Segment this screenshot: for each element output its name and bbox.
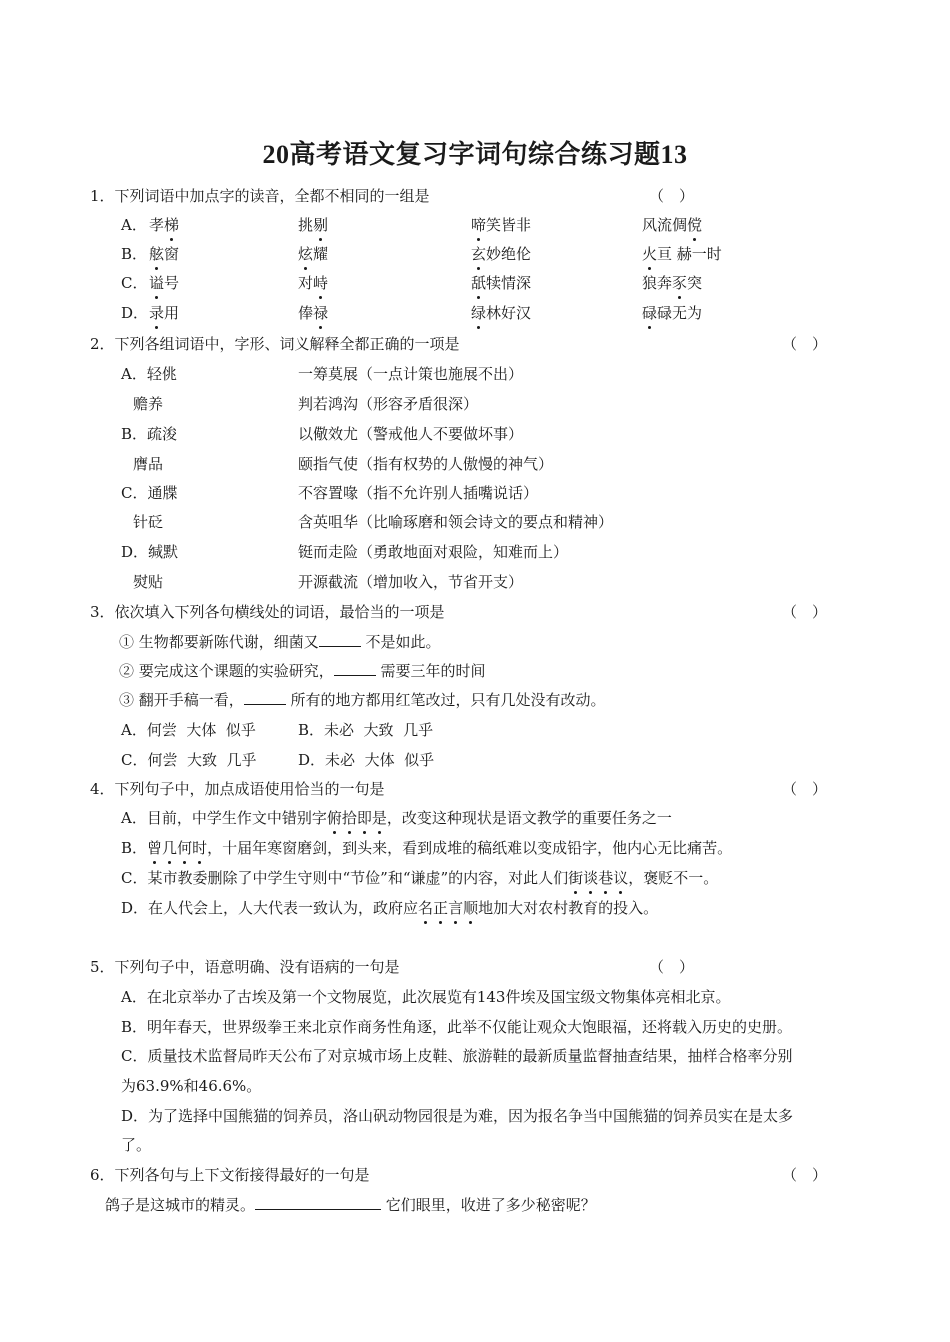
answer-paren-2: （ ） [782,335,828,353]
dotted-char: 巷 [598,869,614,887]
q1-word-2: 炫耀 [298,245,329,263]
q2-c-idiom-2: 含英咀华（比喻琢磨和领会诗文的要点和精神） [298,513,614,531]
q2-b-word-2: 膺品 [133,455,164,473]
dotted-char: 舷 [149,245,165,263]
dotted-char: 碌 [642,304,658,322]
fill-blank-1[interactable] [319,632,361,647]
q2-b-word: B．疏浚 [121,425,178,443]
dotted-char: 是 [371,809,387,827]
q1-word-4: 狼奔豕突 [642,274,703,292]
q3-sentence-3: ③ 翻开手稿一看， 所有的地方都用红笔改过，只有几处没有改动。 [119,691,606,709]
q3-option-d: D．未必 大体 似乎 [298,751,435,769]
dotted-char: 曾 [147,839,163,857]
question-4-stem: 4．下列句子中，加点成语使用恰当的一句是 [90,780,385,798]
dotted-char: 火 [642,245,658,263]
dotted-char: 禄 [313,304,329,322]
page-title: 20高考语文复习字词句综合练习题13 [262,140,688,169]
fill-blank-3[interactable] [244,690,286,705]
question-6-stem: 6．下列各句与上下文衔接得最好的一句是 [90,1166,370,1184]
dotted-char: 傥 [687,216,703,234]
q5-option-b: B．明年春天，世界级拳王来北京作商务性角逐，此举不仅能让观众大饱眼福，还将载入历史的史册。 [121,1018,793,1036]
dotted-char: 议 [613,869,629,887]
q2-d-idiom: 铤而走险（勇敢地面对艰险，知难而上） [298,543,569,561]
q6-context: 鸽子是这城市的精灵。 它们眼里，收进了多少秘密呢？ [105,1196,596,1214]
option-label: C． [121,274,148,292]
dotted-char: 玄 [471,245,487,263]
q2-d-word-2: 熨贴 [133,573,164,591]
answer-paren-1: （ ） [649,187,695,205]
dotted-char: 即 [356,809,372,827]
q2-b-idiom: 以儆效尤（警戒他人不要做坏事） [298,425,524,443]
dotted-char: 几 [162,839,178,857]
question-2-stem: 2．下列各组词语中，字形、词义解释全都正确的一项是 [90,335,460,353]
option-label: B． [121,245,148,263]
q2-a-idiom: 一筹莫展（一点计策也施展不出） [298,365,524,383]
dotted-char: 舐 [471,274,487,292]
dotted-char: 何 [177,839,193,857]
q2-b-idiom-2: 颐指气使（指有权势的人傲慢的神气） [298,455,554,473]
q1-word-4: 碌碌无为 [642,304,703,322]
q2-a-word: A．轻佻 [121,365,177,383]
dotted-char: 时 [192,839,208,857]
q2-c-idiom: 不容置喙（指不允许别人插嘴说话） [298,484,539,502]
q2-c-word-2: 针砭 [133,513,164,531]
q5-option-c-line-2: 为63.9%和46.6%。 [121,1077,262,1095]
dotted-char: 峙 [313,274,329,292]
q3-option-b: B．未必 大致 几乎 [298,721,434,739]
q2-c-word: C．通牒 [121,484,178,502]
dotted-char: 拾 [341,809,357,827]
q3-sentence-1: ① 生物都要新陈代谢，细菌又 不是如此。 [119,633,441,651]
q1-word-3: 啼笑皆非 [471,216,532,234]
option-label: A． [121,216,147,234]
q1-word-2: 俸禄 [298,304,329,322]
dotted-char: 街 [568,869,584,887]
q2-d-word: D．缄默 [121,543,179,561]
q1-word-3: 绿林好汉 [471,304,532,322]
q1-word-1: 谥号 [149,274,180,292]
q3-sentence-2: ② 要完成这个课题的实验研究， 需要三年的时间 [119,662,486,680]
q5-option-d-line-1: D．为了选择中国熊猫的饲养员，洛山矾动物园很是为难，因为报名争当中国熊猫的饲养员实在是太多 [121,1107,794,1125]
q3-option-a: A．何尝 大体 似乎 [121,721,256,739]
q2-a-word-2: 赡养 [133,395,164,413]
dotted-char: 剔 [313,216,329,234]
dotted-char: 绿 [471,304,487,322]
q1-word-1: 孝梯 [149,216,180,234]
dotted-char: 名 [418,899,434,917]
dotted-char: 谥 [149,274,165,292]
q1-word-2: 对峙 [298,274,329,292]
fill-blank-q6[interactable] [255,1195,381,1210]
dotted-char: 谈 [583,869,599,887]
answer-paren-5: （ ） [649,958,695,976]
q4-option-c: C．某市教委删除了中学生守则中“节俭”和“谦虚”的内容，对此人们街谈巷议，褒贬不一。 [121,869,719,887]
dotted-char: 录 [149,304,165,322]
q3-option-c: C．何尝 大致 几乎 [121,751,257,769]
question-3-stem: 3．依次填入下列各句横线处的词语，最恰当的一项是 [90,603,445,621]
q4-option-a: A．目前，中学生作文中错别字俯拾即是，改变这种现状是语文教学的重要任务之一 [121,809,672,827]
option-label: D． [121,304,149,322]
dotted-char: 梯 [164,216,180,234]
question-5-stem: 5．下列句子中，语意明确、没有语病的一句是 [90,958,400,976]
dotted-char: 啼 [471,216,487,234]
q1-word-1: 舷窗 [149,245,180,263]
q5-option-d-line-2: 了。 [121,1136,152,1154]
q1-word-3: 舐犊情深 [471,274,532,292]
q4-option-b: B．曾几何时，十届年寒窗磨剑，到头来，看到成堆的稿纸难以变成铅字，他内心无比痛苦。 [121,839,733,857]
question-1-stem: 1．下列词语中加点字的读音，全都不相同的一组是 [90,187,430,205]
q2-a-idiom-2: 判若鸿沟（形容矛盾很深） [298,395,479,413]
q2-d-idiom-2: 开源截流（增加收入，节省开支） [298,573,524,591]
answer-paren-6: （ ） [782,1166,828,1184]
dotted-char: 炫 [298,245,314,263]
dotted-char: 顺 [463,899,479,917]
dotted-char: 正 [433,899,449,917]
q5-option-c-line-1: C．质量技术监督局昨天公布了对京城市场上皮鞋、旅游鞋的最新质量监督抽查结果，抽样合格率分别 [121,1047,793,1065]
dotted-char: 俯 [326,809,342,827]
q1-word-4: 风流倜傥 [642,216,703,234]
fill-blank-2[interactable] [334,661,376,676]
q1-word-4: 火亘 赫一时 [642,245,722,263]
q5-option-a: A．在北京举办了古埃及第一个文物展览，此次展览有143件埃及国宝级文物集体亮相北京。 [121,988,731,1006]
q1-word-3: 玄妙绝伦 [471,245,532,263]
dotted-char: 豕 [672,274,688,292]
q1-word-1: 录用 [149,304,180,322]
answer-paren-4: （ ） [782,780,828,798]
q1-word-2: 挑剔 [298,216,329,234]
answer-paren-3: （ ） [782,603,828,621]
q4-option-d: D．在人代会上，人大代表一致认为，政府应名正言顺地加大对农村教育的投入。 [121,899,659,917]
dotted-char: 言 [448,899,464,917]
